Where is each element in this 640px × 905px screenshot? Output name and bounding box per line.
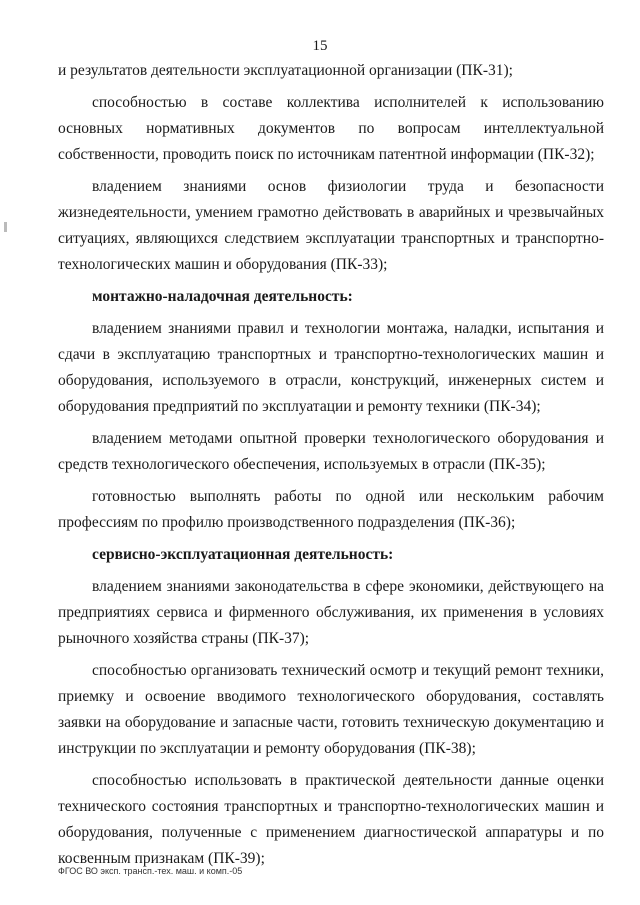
- footer-note: ФГОС ВО эксп. трансп.-тех. маш. и комп.-05: [58, 866, 243, 876]
- competency-pk-34: владением знаниями правил и технологии монтажа, наладки, испытания и сдачи в эксплуатацию транспортных и транспортно-технологических машин и оборудования, используемого в отрасли, конструкций, инженерных систем и оборудования предприятий по эксплуатации и ремонту техники (ПК-34);: [58, 320, 604, 415]
- competency-pk-35: владением методами опытной проверки технологического оборудования и средств технологического обеспечения, используемых в отрасли (ПК-35);: [58, 430, 604, 473]
- section-heading-installation: монтажно-наладочная деятельность:: [92, 288, 353, 305]
- competency-pk-38: способностью организовать технический осмотр и текущий ремонт техники, приемку и освоение вводимого технологического оборудования, составлять заявки на оборудование и запасные части, готовить техническую документацию и инструкции по эксплуатации и ремонту оборудования (ПК-38);: [58, 662, 604, 757]
- competency-pk-33: владением знаниями основ физиологии труда и безопасности жизнедеятельности, умением грамотно действовать в аварийных и чрезвычайных ситуациях, являющихся следствием эксплуатации транспортных и транспортно-технологических машин и оборудования (ПК-33);: [58, 178, 604, 273]
- paragraph-continuation: и результатов деятельности эксплуатационной организации (ПК-31);: [58, 62, 513, 79]
- competency-pk-32: способностью в составе коллектива исполнителей к использованию основных нормативных документов по вопросам интеллектуальной собственности, проводить поиск по источникам патентной информации (ПК-32);: [58, 94, 604, 163]
- competency-pk-39: способностью использовать в практической деятельности данные оценки технического состояния транспортных и транспортно-технологических машин и оборудования, полученные с применением диагностической аппаратуры и по косвенным признакам (ПК-39);: [58, 772, 604, 867]
- competency-pk-37: владением знаниями законодательства в сфере экономики, действующего на предприятиях сервиса и фирменного обслуживания, их применения в условиях рыночного хозяйства страны (ПК-37);: [58, 578, 604, 647]
- page-number: 15: [312, 38, 328, 54]
- document-body: [58, 58, 604, 878]
- competency-pk-36: готовностью выполнять работы по одной или нескольким рабочим профессиям по профилю производственного подразделения (ПК-36);: [58, 488, 604, 531]
- section-heading-service: сервисно-эксплуатационная деятельность:: [92, 546, 394, 563]
- scan-margin-mark: [4, 222, 7, 232]
